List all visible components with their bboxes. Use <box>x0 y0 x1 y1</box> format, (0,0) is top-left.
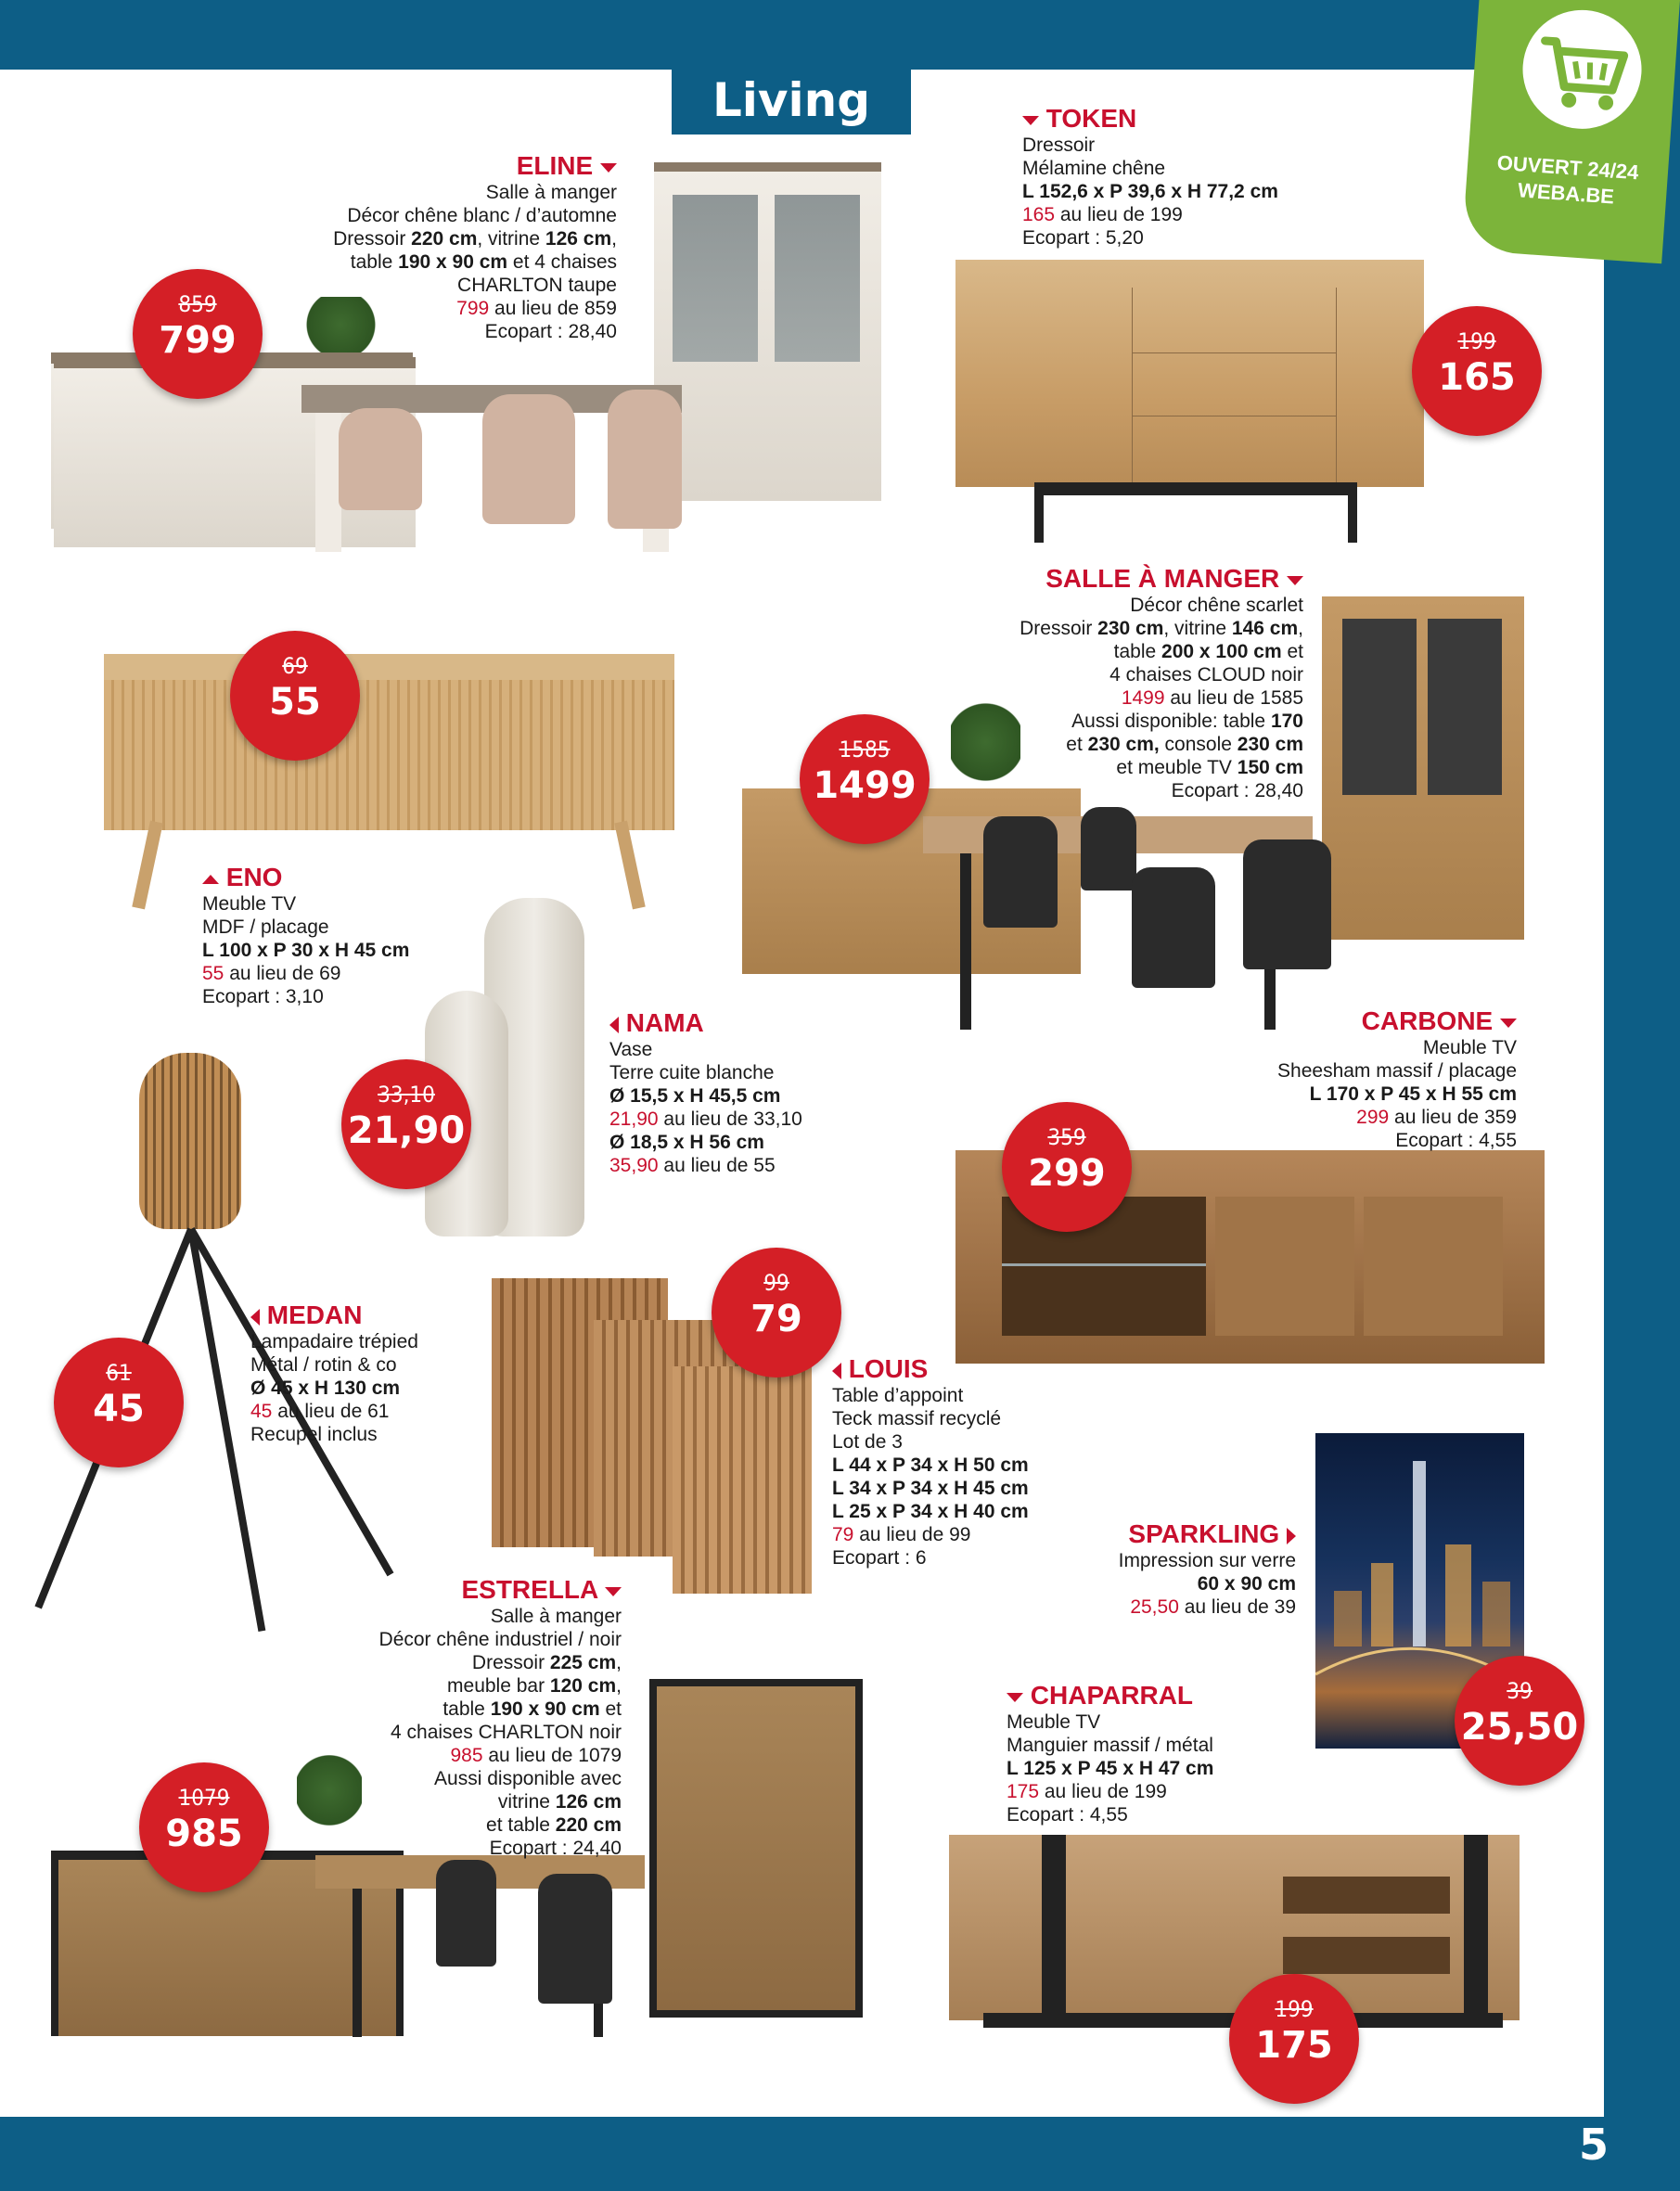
estrella-l8: Aussi disponible avec <box>434 1768 622 1789</box>
salle-price-rest: au lieu de 1585 <box>1164 687 1303 709</box>
louis-old: 99 <box>763 1270 789 1296</box>
salle-l3c: et <box>1281 641 1303 662</box>
arrow-down-icon <box>1287 576 1303 585</box>
estrella-title: ESTRELLA <box>461 1575 598 1604</box>
token-l1: Dressoir <box>1022 135 1096 156</box>
estrella-l5b: 190 x 90 cm <box>490 1698 600 1720</box>
arrow-up-icon <box>202 875 219 884</box>
nama-title: NAMA <box>625 1008 704 1037</box>
eline-price-badge <box>133 269 263 399</box>
estrella-l1: Salle à manger <box>490 1606 622 1627</box>
arrow-left-icon <box>250 1309 260 1326</box>
nama-l1: Vase <box>609 1039 653 1060</box>
token-leg <box>1034 482 1044 543</box>
louis-price-badge <box>712 1248 841 1377</box>
chaparral-price-badge <box>1229 1974 1359 2104</box>
estrella-l3b: 225 cm <box>549 1652 617 1673</box>
estrella-l10a: et table <box>486 1814 556 1836</box>
nama-price1-rest: au lieu de 33,10 <box>658 1108 802 1130</box>
nama-price2-rest: au lieu de 55 <box>658 1155 776 1176</box>
chaparral-l3: L 125 x P 45 x H 47 cm <box>1007 1758 1214 1779</box>
sparkling-l1: Impression sur verre <box>1118 1550 1296 1571</box>
arrow-down-icon <box>1022 116 1039 125</box>
estrella-l10b: 220 cm <box>555 1814 622 1836</box>
eline-chair <box>482 394 575 524</box>
eno-old: 69 <box>282 653 308 679</box>
salle-l6b: 170 <box>1270 711 1303 732</box>
salle-vitrine-image <box>1322 596 1524 940</box>
salle-price-red: 1499 <box>1121 687 1165 709</box>
token-price-rest: au lieu de 199 <box>1055 204 1183 225</box>
sparkling-info <box>1062 1519 1296 1619</box>
nama-old: 33,10 <box>378 1082 435 1108</box>
salle-chair <box>1243 839 1331 969</box>
estrella-l5c: et <box>599 1698 622 1720</box>
token-l2: Mélamine chêne <box>1022 158 1166 179</box>
medan-l3: Ø 45 x H 130 cm <box>250 1377 401 1399</box>
open-24-badge[interactable] <box>1462 0 1680 263</box>
estrella-cabinet-image <box>649 1679 863 2018</box>
sparkling-new: 25,50 <box>1460 1706 1579 1749</box>
page-number: 5 <box>1579 2120 1609 2170</box>
estrella-l4a: meuble bar <box>447 1675 550 1697</box>
eline-l1: Salle à manger <box>485 182 617 203</box>
nama-l3: Ø 15,5 x H 45,5 cm <box>609 1085 781 1107</box>
eline-l3d: 126 cm <box>545 228 612 250</box>
salle-title: SALLE À MANGER <box>1045 564 1280 593</box>
shopping-cart-icon <box>1519 6 1646 134</box>
chaparral-eco: Ecopart : 4,55 <box>1007 1804 1128 1826</box>
carbone-old: 359 <box>1047 1124 1086 1150</box>
eline-price-rest: au lieu de 859 <box>489 298 617 319</box>
nama-price1-red: 21,90 <box>609 1108 659 1130</box>
medan-price-rest: au lieu de 61 <box>272 1401 390 1422</box>
nama-l5: Ø 18,5 x H 56 cm <box>609 1132 764 1153</box>
eline-chair <box>608 390 682 529</box>
medan-new: 45 <box>93 1388 145 1430</box>
medan-price-red: 45 <box>250 1401 273 1422</box>
token-l3: L 152,6 x P 39,6 x H 77,2 cm <box>1022 181 1278 202</box>
chaparral-product-image <box>949 1835 1520 2020</box>
token-new: 165 <box>1438 356 1516 399</box>
salle-chair <box>1081 807 1136 890</box>
token-price-red: 165 <box>1022 204 1056 225</box>
eline-chair <box>339 408 422 510</box>
sparkling-price-red: 25,50 <box>1130 1596 1179 1618</box>
salle-l7a: et <box>1066 734 1088 755</box>
estrella-l9a: vitrine <box>497 1791 556 1813</box>
louis-l6: L 25 x P 34 x H 40 cm <box>832 1501 1029 1522</box>
arrow-down-icon <box>605 1587 622 1596</box>
estrella-info <box>339 1575 622 1860</box>
salle-new: 1499 <box>813 764 917 807</box>
estrella-price-red: 985 <box>450 1745 483 1766</box>
salle-eco: Ecopart : 28,40 <box>1171 780 1303 801</box>
eline-l3c: , vitrine <box>477 228 545 250</box>
sparkling-price-rest: au lieu de 39 <box>1178 1596 1296 1618</box>
estrella-l3a: Dressoir <box>471 1652 550 1673</box>
louis-new: 79 <box>750 1298 802 1340</box>
estrella-l9b: 126 cm <box>555 1791 622 1813</box>
medan-price-badge <box>54 1338 184 1467</box>
eline-info <box>278 151 617 343</box>
salle-l7c: console <box>1159 734 1238 755</box>
eline-vitrine <box>654 162 881 501</box>
estrella-l4c: , <box>616 1675 622 1697</box>
eline-l3e: , <box>611 228 617 250</box>
arrow-down-icon <box>1500 1019 1517 1028</box>
salle-chair <box>983 816 1058 928</box>
eno-eco: Ecopart : 3,10 <box>202 986 324 1007</box>
arrow-left-icon <box>609 1017 619 1033</box>
eno-new: 55 <box>269 681 321 724</box>
estrella-old: 1079 <box>178 1785 230 1811</box>
token-info <box>1022 104 1356 250</box>
louis-eco: Ecopart : 6 <box>832 1547 927 1569</box>
salle-l2b: 230 cm <box>1097 618 1164 639</box>
sparkling-old: 39 <box>1507 1678 1533 1704</box>
salle-l6a: Aussi disponible: table <box>1071 711 1271 732</box>
sparkling-l2: 60 x 90 cm <box>1197 1573 1296 1595</box>
salle-info <box>928 564 1303 802</box>
estrella-l2: Décor chêne industriel / noir <box>378 1629 622 1650</box>
louis-title: LOUIS <box>848 1354 929 1383</box>
top-band <box>0 0 1680 70</box>
carbone-price-red: 299 <box>1356 1107 1390 1128</box>
chaparral-price-red: 175 <box>1007 1781 1040 1802</box>
chaparral-l2: Manguier massif / métal <box>1007 1735 1213 1756</box>
eline-new: 799 <box>159 319 237 362</box>
carbone-price-rest: au lieu de 359 <box>1389 1107 1517 1128</box>
salle-l8b: 150 cm <box>1237 757 1303 778</box>
estrella-chair <box>436 1860 496 1967</box>
eline-eco: Ecopart : 28,40 <box>484 321 617 342</box>
salle-l3b: 200 x 100 cm <box>1161 641 1282 662</box>
eline-title: ELINE <box>516 151 594 180</box>
arrow-right-icon <box>1287 1528 1296 1544</box>
eline-price-red: 799 <box>456 298 490 319</box>
estrella-new: 985 <box>165 1813 243 1855</box>
nama-price-badge <box>341 1059 471 1189</box>
salle-l3a: table <box>1113 641 1162 662</box>
salle-old: 1585 <box>839 737 891 762</box>
salle-l2d: 146 cm <box>1231 618 1299 639</box>
eline-l4c: et 4 chaises <box>507 251 617 273</box>
carbone-new: 299 <box>1028 1152 1106 1195</box>
carbone-price-badge <box>1002 1102 1132 1232</box>
nama-l2: Terre cuite blanche <box>609 1062 775 1083</box>
salle-l2e: , <box>1298 618 1303 639</box>
louis-l3: Lot de 3 <box>832 1431 903 1453</box>
right-band <box>1604 0 1680 2191</box>
nama-info <box>609 1008 897 1177</box>
estrella-l4b: 120 cm <box>549 1675 617 1697</box>
estrella-l5a: table <box>442 1698 491 1720</box>
eno-info <box>202 863 499 1008</box>
eno-title: ENO <box>225 863 283 891</box>
salle-l7d: 230 cm <box>1237 734 1303 755</box>
salle-l1: Décor chêne scarlet <box>1130 595 1303 616</box>
medan-l1: Lampadaire trépied <box>250 1331 418 1352</box>
salle-l2c: , vitrine <box>1163 618 1232 639</box>
louis-price-red: 79 <box>832 1524 854 1545</box>
eline-l5: CHARLTON taupe <box>457 275 617 296</box>
salle-l4: 4 chaises CLOUD noir <box>1109 664 1303 685</box>
chaparral-new: 175 <box>1255 2024 1333 2067</box>
medan-old: 61 <box>106 1360 132 1386</box>
sparkling-price-badge <box>1455 1656 1584 1786</box>
medan-title: MEDAN <box>266 1301 363 1329</box>
chaparral-l1: Meuble TV <box>1007 1711 1101 1733</box>
estrella-price-badge <box>139 1762 269 1892</box>
token-old: 199 <box>1457 328 1496 354</box>
eline-l4a: table <box>350 251 399 273</box>
eno-price-badge <box>230 631 360 761</box>
carbone-l1: Meuble TV <box>1422 1037 1517 1058</box>
medan-info <box>250 1301 529 1446</box>
medan-l2: Métal / rotin & co <box>250 1354 397 1376</box>
estrella-eco: Ecopart : 24,40 <box>489 1838 622 1859</box>
token-legs <box>1034 482 1354 495</box>
salle-l7b: 230 cm, <box>1087 734 1160 755</box>
arrow-left-icon <box>832 1363 841 1379</box>
estrella-chair <box>538 1874 612 2004</box>
estrella-l6: 4 chaises CHARLTON noir <box>391 1722 622 1743</box>
louis-price-rest: au lieu de 99 <box>853 1524 971 1545</box>
eno-price-rest: au lieu de 69 <box>224 963 341 984</box>
salle-price-badge <box>800 714 930 844</box>
eno-l2: MDF / placage <box>202 916 329 938</box>
sparkling-title: SPARKLING <box>1128 1519 1280 1548</box>
salle-l8a: et meuble TV <box>1116 757 1238 778</box>
eline-old: 859 <box>178 291 217 317</box>
eno-l1: Meuble TV <box>202 893 297 915</box>
carbone-l2: Sheesham massif / placage <box>1277 1060 1517 1082</box>
badge-line1: OUVERT 24/24 <box>1496 150 1640 185</box>
estrella-l3c: , <box>616 1652 622 1673</box>
eline-l4b: 190 x 90 cm <box>398 251 508 273</box>
carbone-info <box>1169 1006 1517 1152</box>
salle-l2a: Dressoir <box>1020 618 1098 639</box>
eline-l3b: 220 cm <box>411 228 478 250</box>
arrow-down-icon <box>600 163 617 173</box>
chaparral-old: 199 <box>1275 1996 1314 2022</box>
nama-price2-red: 35,90 <box>609 1155 659 1176</box>
badge-line2: WEBA.BE <box>1517 178 1615 209</box>
louis-l4: L 44 x P 34 x H 50 cm <box>832 1454 1029 1476</box>
eno-l3: L 100 x P 30 x H 45 cm <box>202 940 410 961</box>
arrow-down-icon <box>1007 1693 1023 1702</box>
carbone-l3: L 170 x P 45 x H 55 cm <box>1309 1083 1517 1105</box>
token-eco: Ecopart : 5,20 <box>1022 227 1144 249</box>
louis-l1: Table d’appoint <box>832 1385 964 1406</box>
eline-l2: Décor chêne blanc / d’automne <box>347 205 617 226</box>
estrella-price-rest: au lieu de 1079 <box>482 1745 622 1766</box>
token-leg <box>1348 482 1357 543</box>
eno-price-red: 55 <box>202 963 224 984</box>
token-price-badge <box>1412 306 1542 436</box>
token-product-image <box>955 260 1424 487</box>
section-title: Living <box>672 70 911 135</box>
chaparral-info <box>1007 1681 1285 1826</box>
chaparral-price-rest: au lieu de 199 <box>1039 1781 1167 1802</box>
carbone-title: CARBONE <box>1361 1006 1494 1035</box>
token-title: TOKEN <box>1045 104 1137 133</box>
salle-chair <box>1132 867 1215 988</box>
nama-new: 21,90 <box>347 1109 466 1152</box>
chaparral-title: CHAPARRAL <box>1030 1681 1194 1710</box>
bottom-band <box>0 2117 1680 2191</box>
carbone-eco: Ecopart : 4,55 <box>1395 1130 1517 1151</box>
louis-l2: Teck massif recyclé <box>832 1408 1002 1429</box>
medan-l5: Recupel inclus <box>250 1424 378 1445</box>
louis-l5: L 34 x P 34 x H 45 cm <box>832 1478 1029 1499</box>
eline-l3a: Dressoir <box>333 228 412 250</box>
